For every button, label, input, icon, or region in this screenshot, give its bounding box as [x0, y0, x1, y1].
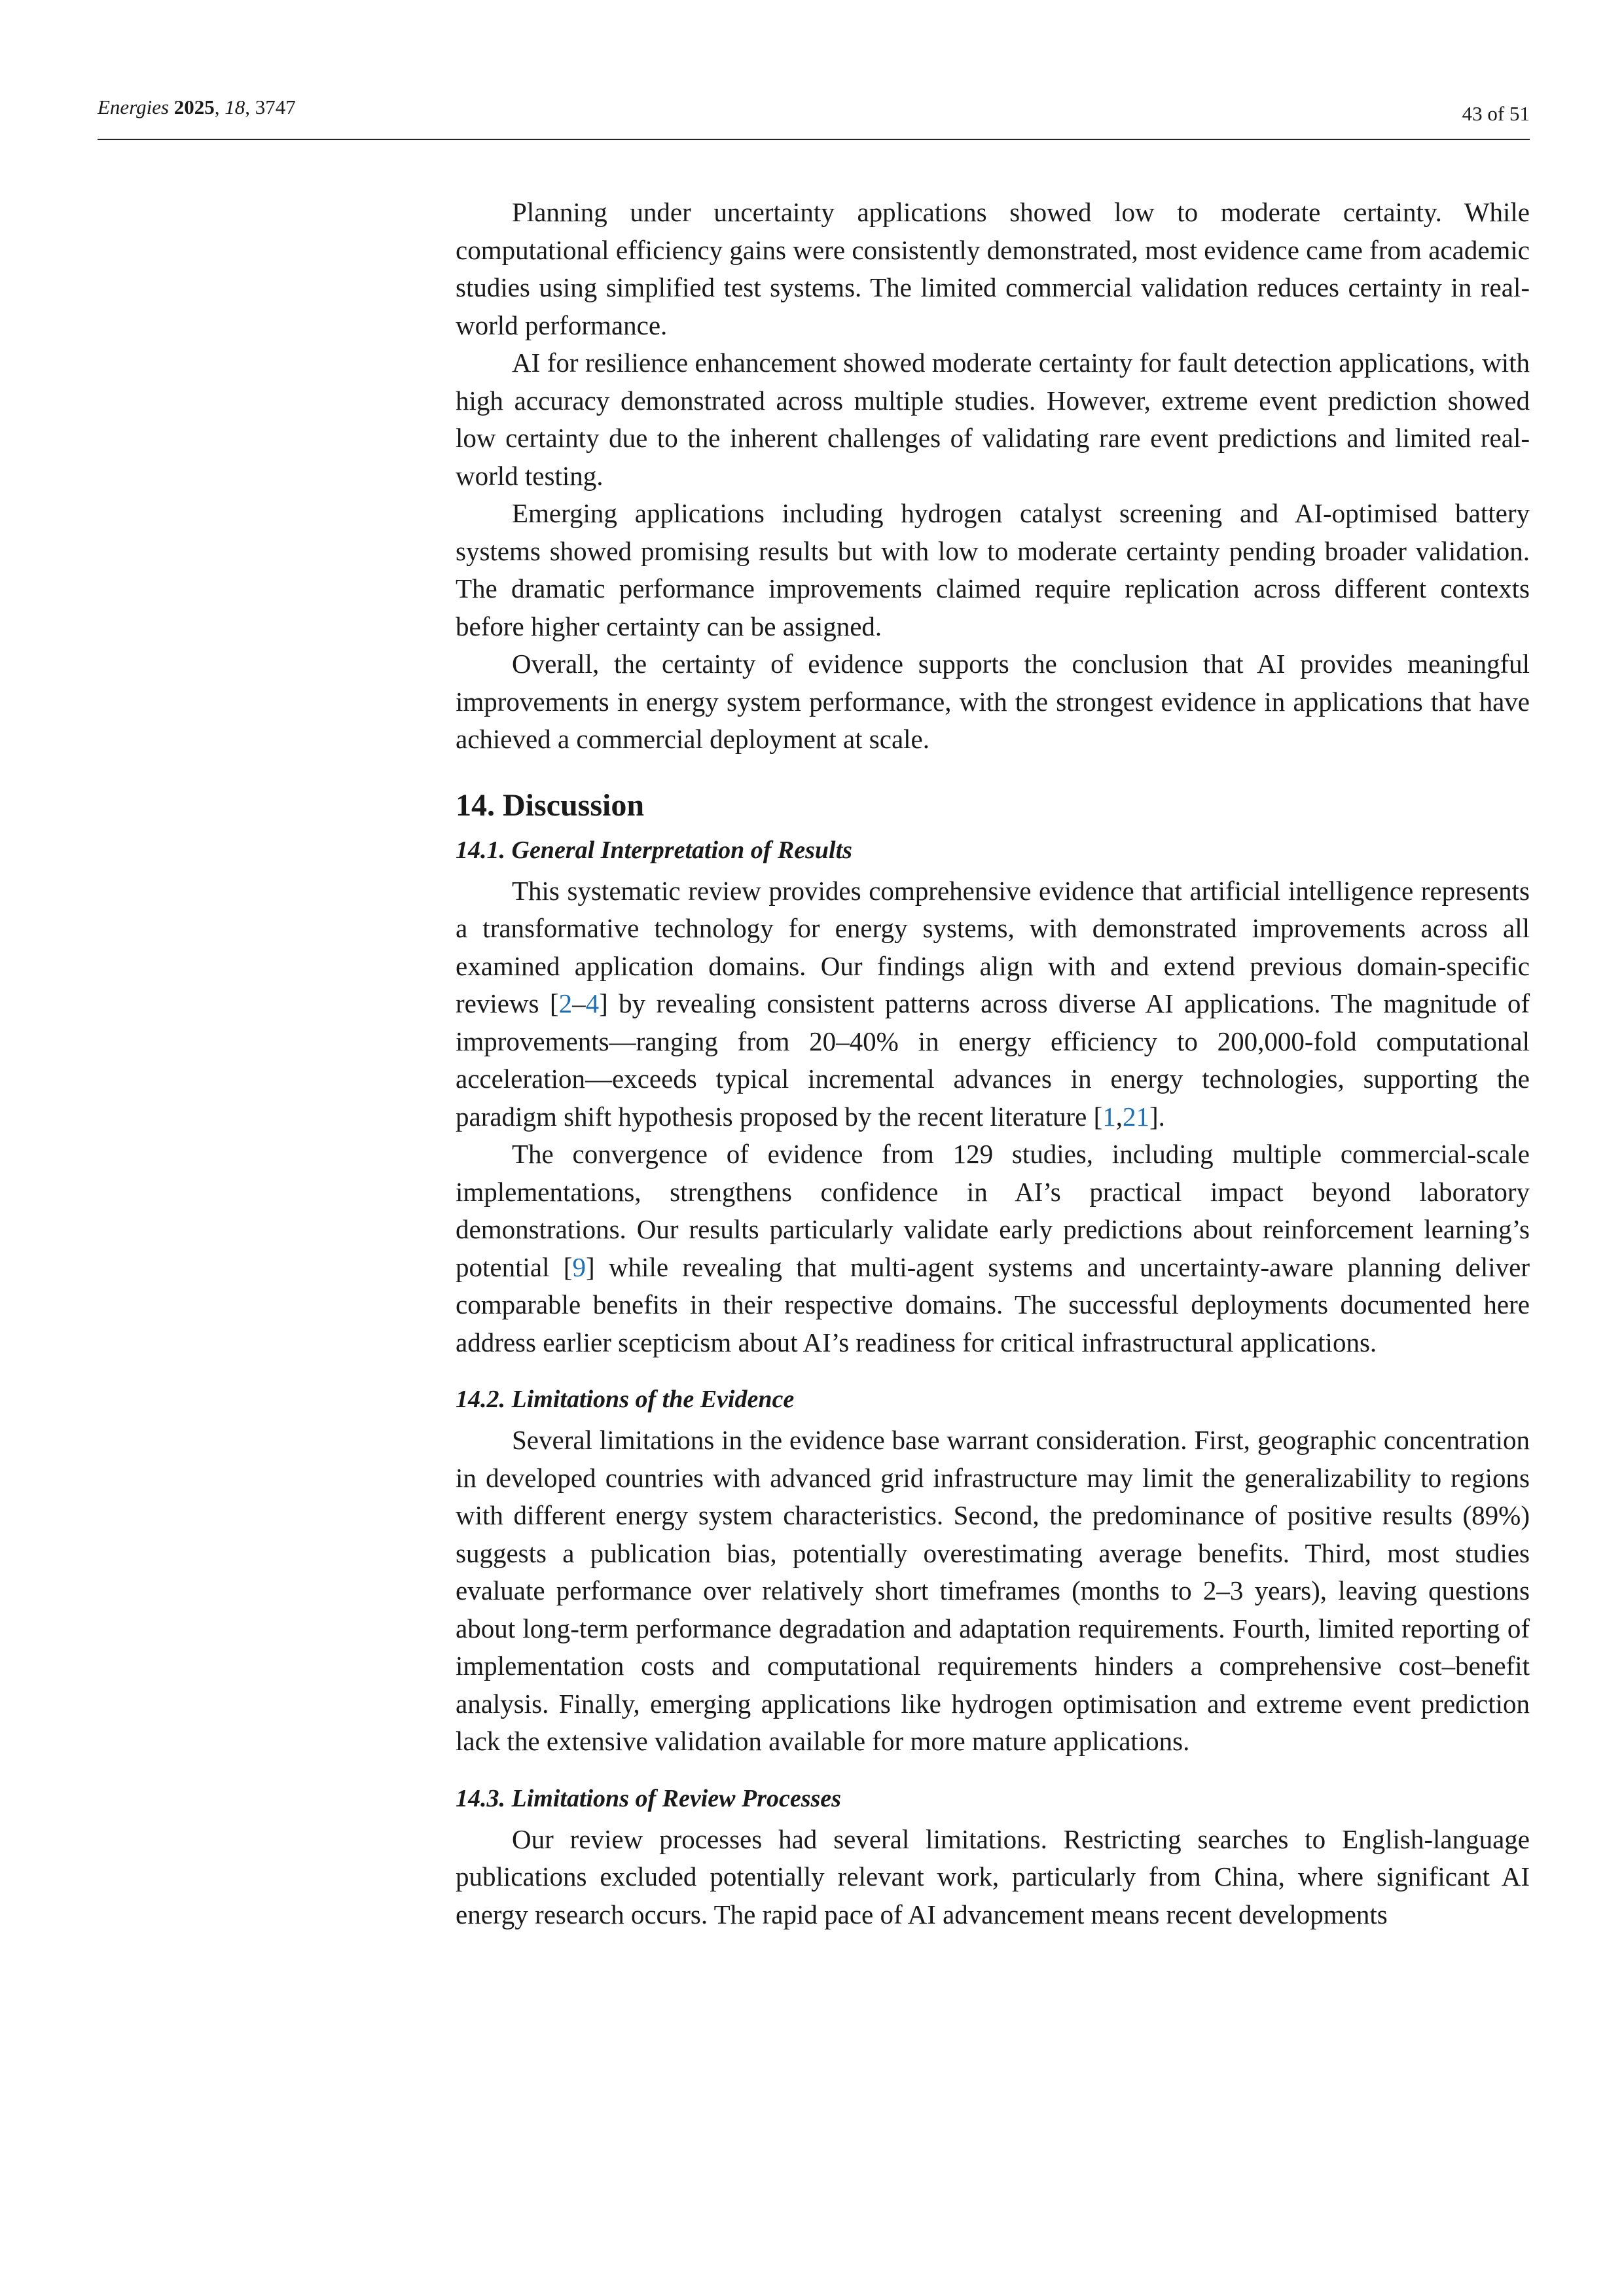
page-number: 43 of 51 [1462, 102, 1530, 125]
paragraph-overall-certainty: Overall, the certainty of evidence supports the conclusion that AI provides meaningful improvements in energy system performance, with the strongest evidence in applications that have achieved a commercial deployment at scale. [456, 649, 1530, 754]
paragraph-convergence-evidence [456, 1136, 1530, 1361]
subsection-heading-general-interpretation: 14.1. General Interpretation of Results [456, 836, 852, 864]
text-run: – [572, 988, 586, 1018]
journal-name: Energies [98, 96, 170, 118]
subsection-heading-limitations-evidence: 14.2. Limitations of the Evidence [456, 1386, 795, 1413]
journal-year: 2025 [173, 96, 215, 118]
main-text-column [456, 194, 1530, 1933]
citation-link[interactable]: 1 [1102, 1101, 1116, 1132]
section-heading-discussion: 14. Discussion [456, 787, 645, 823]
paragraph-resilience: AI for resilience enhancement showed moderate certainty for fault detection applications, with high accuracy demonstrated across multiple studies. However, extreme event prediction showed low certainty due to the inherent challenges of validating rare event predictions and limited real-world testing. [456, 348, 1530, 491]
text-run: ]. [1149, 1101, 1165, 1132]
article-number: 3747 [255, 96, 296, 118]
journal-volume: 18 [225, 96, 245, 118]
paragraph-general-interpretation [456, 872, 1530, 1136]
paragraph-emerging-applications: Emerging applications including hydrogen catalyst screening and AI-optimised battery systems showed promising results but with low to moderate certainty pending broader validation. The dramatic performance improvements claimed require replication across different contexts before higher certainty can be assigned. [456, 498, 1530, 641]
text-run: ] while revealing that multi-agent systems and uncertainty-aware planning deliver comparable benefits in their respective domains. The successful deployments documented here address earlier scepticism about AI’s readiness for critical infrastructural applications. [456, 1251, 1530, 1357]
paragraph-planning-uncertainty: Planning under uncertainty applications showed low to moderate certainty. While computational efficiency gains were consistently demonstrated, most evidence came from academic studies using simplified test systems. The limited commercial validation reduces certainty in real-world performance. [456, 197, 1530, 340]
paragraph-limitations-evidence: Several limitations in the evidence base warrant consideration. First, geographic concentration in developed countries with advanced grid infrastructure may limit the generalizability to regions with different energy system characteristics. Second, the predominance of positive results (89%) suggests a publication bias, potentially overestimating average benefits. Third, most studies evaluate performance over relatively short timeframes (months to 2–3 years), leaving questions about long-term performance degradation and adaptation requirements. Fourth, limited reporting of implementation costs and computational requirements hinders a comprehensive cost–benefit analysis. Finally, emerging applications like hydrogen optimisation and extreme event prediction lack the extensive validation available for more mature applications. [456, 1425, 1530, 1756]
text-run: The convergence of evidence from 129 studies, including multiple commercial-scale implementations, strengthens confidence in AI’s practical impact beyond laboratory demonstrations. Our results particularly validate early predictions about reinforcement learning’s potential [ [456, 1139, 1530, 1282]
journal-citation: Energies 2025, 18, 3747 [98, 96, 296, 118]
paragraph-limitations-review: Our review processes had several limitations. Restricting searches to English-language publications excluded potentially relevant work, particularly from China, where significant AI energy research occurs. The rapid pace of AI advancement means recent developments [456, 1823, 1530, 1929]
citation-link[interactable]: 21 [1123, 1101, 1150, 1132]
subsection-heading-limitations-review: 14.3. Limitations of Review Processes [456, 1784, 841, 1812]
text-run: This systematic review provides comprehensive evidence that artificial intelligence represents a transformative technology for energy systems, with demonstrated improvements across all examined application domains. Our findings align with and extend previous domain-specific reviews [ [456, 875, 1530, 1018]
citation-link[interactable]: 4 [585, 988, 600, 1018]
text-run: , [1115, 1101, 1123, 1132]
text-run: ] by revealing consistent patterns across diverse AI applications. The magnitude of improvements—ranging from 20–40% in energy efficiency to 200,000-fold computational acceleration—exceeds typical incremental advances in energy technologies, supporting the paradigm shift hypothesis proposed by the recent literature [ [456, 988, 1530, 1132]
citation-link[interactable]: 2 [558, 988, 573, 1018]
running-header [98, 93, 1530, 140]
citation-link[interactable]: 9 [572, 1251, 586, 1282]
